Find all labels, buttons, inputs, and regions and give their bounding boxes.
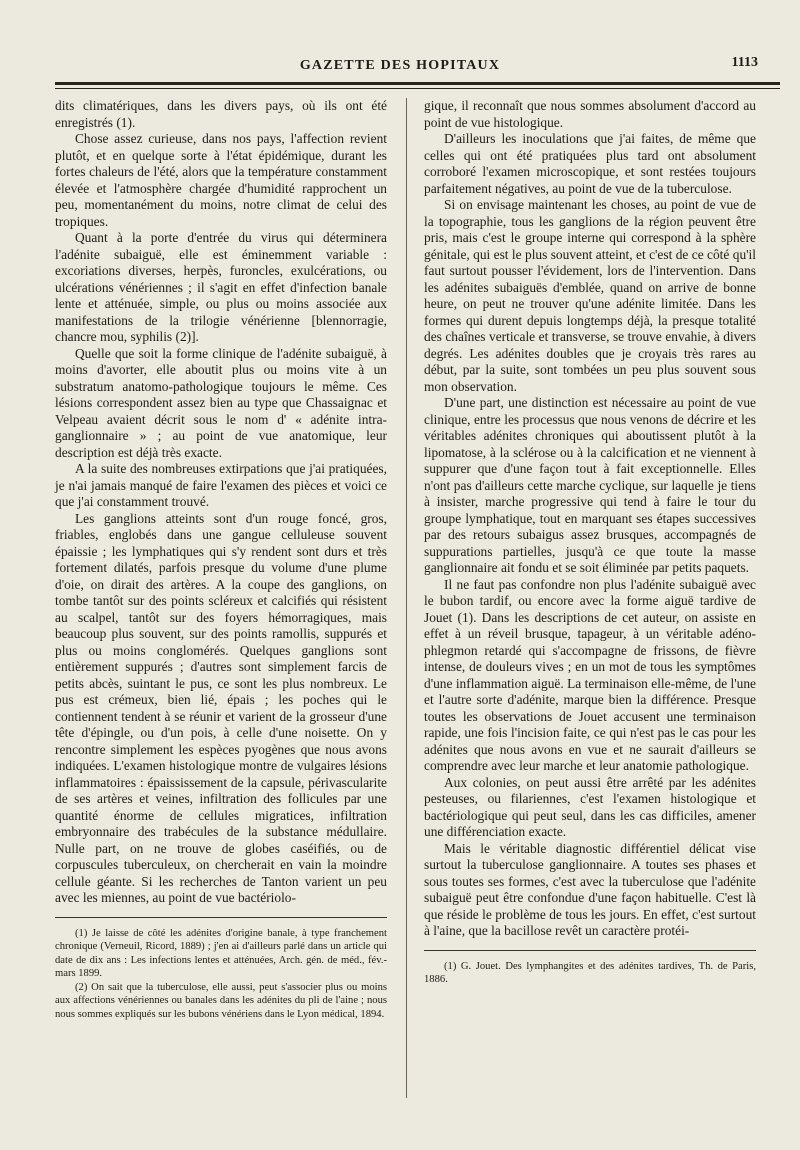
footnote: (2) On sait que la tuberculose, elle aussi, peut s'associer plus ou moins aux affections vénériennes ou banales dans les adénites du pli de l'aine ; nous nous sommes expliqués sur les bubons vénériens dans le Lyon médical, 1894. xyxy=(55,981,387,1021)
paragraph: Quant à la porte d'entrée du virus qui déterminera l'adénite subaiguë, elle est éminemment variable : excoriations diverses, herpès, furoncles, exulcérations, ou ulcérations vénériennes ; il s'agit en effet d'infection banale lente et atténuée, simple, ou plus ou moins associée aux manifestations de la trilogie vénérienne [blennorragie, chancre mou, syphilis (2)]. xyxy=(55,230,387,344)
paragraph: gique, il reconnaît que nous sommes absolument d'accord au point de vue histologique. xyxy=(424,98,756,130)
paragraph: Si on envisage maintenant les choses, au point de vue de la topographie, tous les ganglions de la région peuvent être pris, mais c'est le groupe interne qui correspond à la sphère génitale, qui est le plus souvent atteint, et c'est de ce côté qu'il faut surtout pousser l'évidement, lors de l'intervention. Dans les adénites subaiguës d'emblée, quand on arrive de bonne heure, on peut ne trouver qu'une adénite limitée. Dans les formes qui durent depuis longtemps déjà, la presque totalité des chaînes verticale et transverse, se trouve envahie, à divers degrés. Les adénites doubles que je croyais très rares au début, par la suite, sont tombées un peu plus souvent sous mon observation. xyxy=(424,197,756,394)
paragraph: A la suite des nombreuses extirpations que j'ai pratiquées, je n'ai jamais manqué de faire l'examen des pièces et voici ce que j'ai constamment trouvé. xyxy=(55,461,387,509)
journal-title: GAZETTE DES HOPITAUX xyxy=(299,58,501,73)
header-rule-thin xyxy=(55,88,780,89)
paragraph: dits climatériques, dans les divers pays, où ils ont été enregistrés (1). xyxy=(55,98,387,130)
paragraph: Quelle que soit la forme clinique de l'adénite subaiguë, à moins d'avorter, elle aboutit plus ou moins vite à un substratum anatomo-pathologique toujours le même. Ces lésions correspondent assez bien au type que Chassaignac et Velpeau avaient décrit sous le nom d' « adénite intra-ganglionnaire » ; au point de vue anatomique, leur description est déjà très exacte. xyxy=(55,345,387,460)
right-column xyxy=(424,98,756,987)
paragraph: D'une part, une distinction est nécessaire au point de vue clinique, entre les processus que nous venons de décrire et les véritables adénites chroniques qui aboutissent plutôt à la lipomatose, à la sclérose ou à la calcification et ne viennent à suppurer que d'une façon tout à fait exceptionnelle. Elles n'ont pas d'ailleurs cette marche cyclique, sur laquelle je tiens à insister, marche progressive qui tend à faire le tour du groupe lymphatique, tout en marquant ses étapes successives par des retours subaigus assez brusques, accompagnés de suppurations partielles, jusqu'à ce que toute la masse ganglionnaire ait fondu et se soit éliminée par petits paquets. xyxy=(424,395,756,575)
left-column xyxy=(55,98,387,1022)
footnote: (1) Je laisse de côté les adénites d'origine banale, à type franchement chronique (Verneuil, Ricord, 1889) ; j'en ai d'ailleurs parlé dans un article qui date de dix ans : Les infections lentes et atténuées, Arch. gén. de méd., fév.-mars 1899. xyxy=(55,927,387,980)
paragraph: Les ganglions atteints sont d'un rouge foncé, gros, friables, englobés dans une gangue celluleuse souvent épaissie ; les lymphatiques qui s'y rendent sont durs et très fortement dilatés, parfois presque du volume d'une plume d'oie, on dirait des artères. A la coupe des ganglions, on tombe tantôt sur des points scléreux et calcifiés qui résistent au scalpel, tantôt sur des foyers hémorragiques, mais beaucoup plus souvent, sur des points ramollis, suppurés et plus ou moins conglomérés. Quelques ganglions sont entièrement suppurés ; d'autres sont simplement farcis de petits abcès, suintant le pus, ce sont les plus nombreux. Le pus est crémeux, bien lié, épais ; les poches qui le contiennent tendent à se réunir et varient de la grosseur d'une tête d'épingle, ou d'un pois, à celle d'une noisette. On y rencontre simplement les espèces pyogènes que nous avons indiquées. L'examen histologique montre de vulgaires lésions inflammatoires : épaississement de la capsule, périvascularite de ses artères et veines, infiltration des follicules par une quantité énorme de cellules migratices, infiltration embryonnaire des trabécules de la substance médullaire. Nulle part, on ne trouve de globes caséifiés, ou de corpuscules tuberculeux, on chercherait en vain la moindre cellule géante. Si les recherches de Tanton varient un peu avec les miennes, au point de vue bactériolo- xyxy=(55,510,387,905)
running-head xyxy=(0,55,800,78)
paragraph: Il ne faut pas confondre non plus l'adénite subaiguë avec le bubon tardif, ou encore avec la forme aiguë tardive de Jouet (1). Dans les descriptions de cet auteur, on assiste en effet à un réveil brusque, tapageur, à un véritable adéno-phlegmon retardé qui s'accompagne de frissons, de fièvre intense, de douleurs vives ; en un mot de tous les symptômes d'une inflammation aiguë. La terminaison elle-même, de l'une et l'autre sorte d'adénite, marque bien la différence. Presque toutes les observations de Jouet accusent une terminaison rapide, une fois l'incision faite, ce qui n'est pas le cas pour les adénites que nous avons en vue et ne saurait d'ailleurs se comprendre avec leur marche et leur anatomie pathologique. xyxy=(424,576,756,773)
paragraph: D'ailleurs les inoculations que j'ai faites, de même que celles qui ont été pratiquées plus tard ont absolument corroboré l'examen microscopique, et sont restées toujours parfaitement négatives, au point de vue de la tuberculose. xyxy=(424,131,756,196)
paragraph: Chose assez curieuse, dans nos pays, l'affection revient plutôt, et en quelque sorte à l'état épidémique, durant les fortes chaleurs de l'été, alors que la température constamment élevée et l'atmosphère chargée d'humidité rapprochent un peu, momentanément du moins, notre climat de celui des tropiques. xyxy=(55,131,387,229)
column-divider xyxy=(406,98,407,1098)
footnote-rule xyxy=(55,917,387,918)
paragraph: Aux colonies, on peut aussi être arrêté par les adénites pesteuses, ou filariennes, c'est l'examen histologique et bactériologique qui peut seul, dans les cas difficiles, amener une différenciation exacte. xyxy=(424,774,756,839)
footnote-rule xyxy=(424,950,756,951)
header-rule-thick xyxy=(55,82,780,85)
page-number: 1113 xyxy=(731,55,758,70)
paragraph: Mais le véritable diagnostic différentiel délicat vise surtout la tuberculose ganglionnaire. A toutes ses phases et sous toutes ses formes, c'est avec la tuberculose que l'adénite subaiguë peut être confondue d'une façon habituelle. C'est là que réside le problème de tous les jours. En effet, c'est surtout à l'aine, que la bacillose revêt un caractère protéi- xyxy=(424,840,756,938)
footnote: (1) G. Jouet. Des lymphangites et des adénites tardives, Th. de Paris, 1886. xyxy=(424,960,756,986)
